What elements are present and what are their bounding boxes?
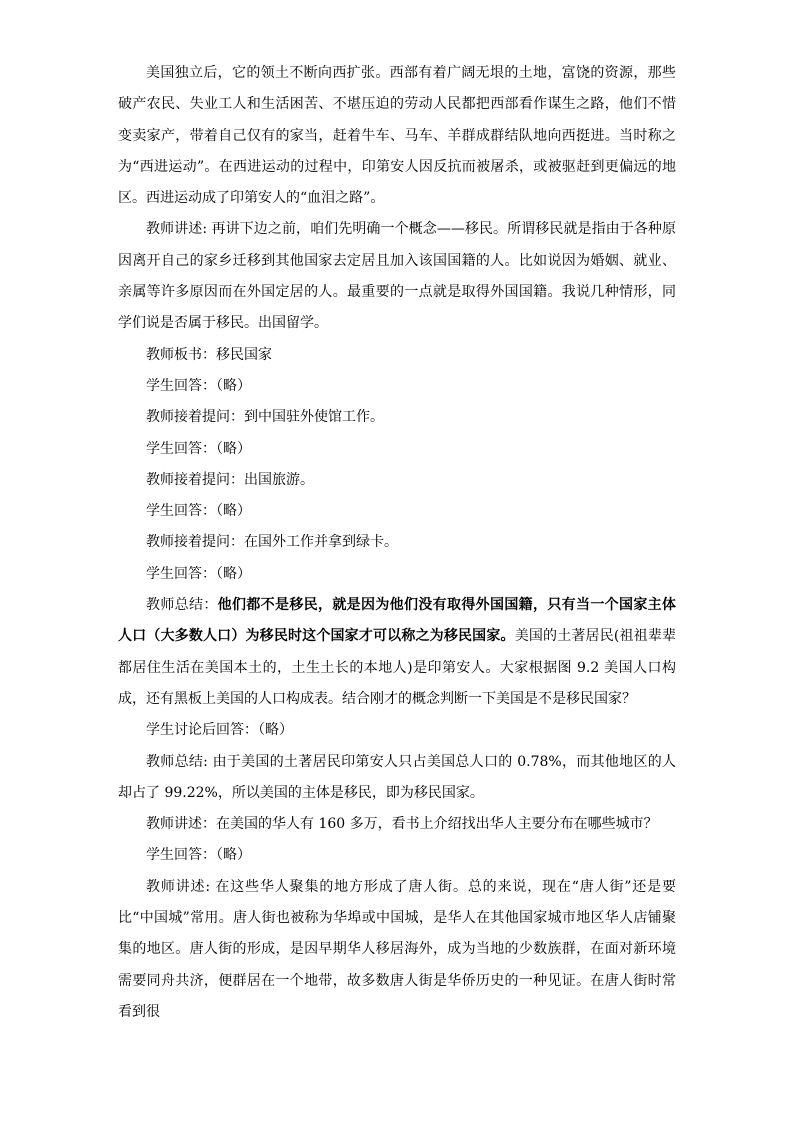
paragraph-westward-expansion: 美国独立后，它的领土不断向西扩张。西部有着广阔无垠的土地，富饶的资源，那些破产农民、失业工人和生活困苦、不堪压迫的劳动人民都把西部看作谋生之路，他们不惜变卖家产，带着自己仅有的家当，赶着牛车、马车、羊群成群结队地向西挺进。当时称之为“西进运动”。在西进运动的过程中，印第安人因反抗而被屠杀，或被驱赶到更偏远的地区。西进运动成了印第安人的“血泪之路”。 [118,65,676,207]
paragraph-teacher-question: 教师接着提问：在国外工作并拿到绿卡。 [146,534,398,551]
summary-rest: 美国的土著居民(祖祖辈辈都居住生活在美国本土的，土生土长的本地人)是印第安人。大家根据图 9.2 美国人口构成，还有黑板上美国的人口构成表。结合刚才的概念判断一下美国是不是移民国家？ [118,628,676,707]
paragraph-student-answer: 学生回答：（略） [146,565,251,582]
paragraph-teacher-question: 教师接着提问：到中国驻外使馆工作。 [146,409,384,426]
summary-bold-definition: 他们都不是移民，就是因为他们没有取得外国国籍，只有当一个国家主体人口（大多数人口）为移民时这个国家才可以称之为移民国家。 [118,597,677,645]
summary-lead: 教师总结： [146,597,218,614]
paragraph-chinatown: 教师讲述: 在这些华人聚集的地方形成了唐人街。总的来说，现在“唐人街”还是要比“中国城”常用。唐人街也被称为华埠或中国城，是华人在其他国家城市地区华人店铺聚集的地区。唐人街的形成，是因早期华人移居海外，成为当地的少数族群，在面对新环境需要同舟共济，便群居在一个地带，故多数唐人街是华侨历史的一种见证。在唐人街时常看到很 [118,878,676,1020]
document-page [118,58,676,1028]
paragraph-teacher-summary [118,590,676,715]
paragraph-blackboard: 教师板书：移民国家 [146,346,272,363]
paragraph-immigrant-concept: 教师讲述: 再讲下边之前，咱们先明确一个概念——移民。所谓移民就是指由于各种原因离开自己的家乡迁移到其他国家去定居且加入该国国籍的人。比如说因为婚姻、就业、亲属等许多原因而在外国定居的人。最重要的一点就是取得外国国籍。我说几种情形，同学们说是否属于移民。出国留学。 [118,221,676,332]
paragraph-student-answer: 学生回答：（略） [146,847,251,864]
paragraph-student-answer: 学生回答：（略） [146,503,251,520]
paragraph-teacher-summary-percent: 教师总结: 由于美国的土著居民印第安人只占美国总人口的 0.78%，而其他地区的人却占了 99.22%，所以美国的主体是移民，即为移民国家。 [118,753,676,801]
paragraph-teacher-chinese-population: 教师讲述：在美国的华人有 160 多万，看书上介绍找出华人主要分布在哪些城市？ [146,816,658,833]
paragraph-student-answer: 学生回答：（略） [146,377,251,394]
paragraph-student-answer: 学生回答：（略） [146,440,251,457]
paragraph-student-discussion: 学生讨论后回答：（略） [146,722,293,739]
paragraph-teacher-question: 教师接着提问：出国旅游。 [146,471,314,488]
